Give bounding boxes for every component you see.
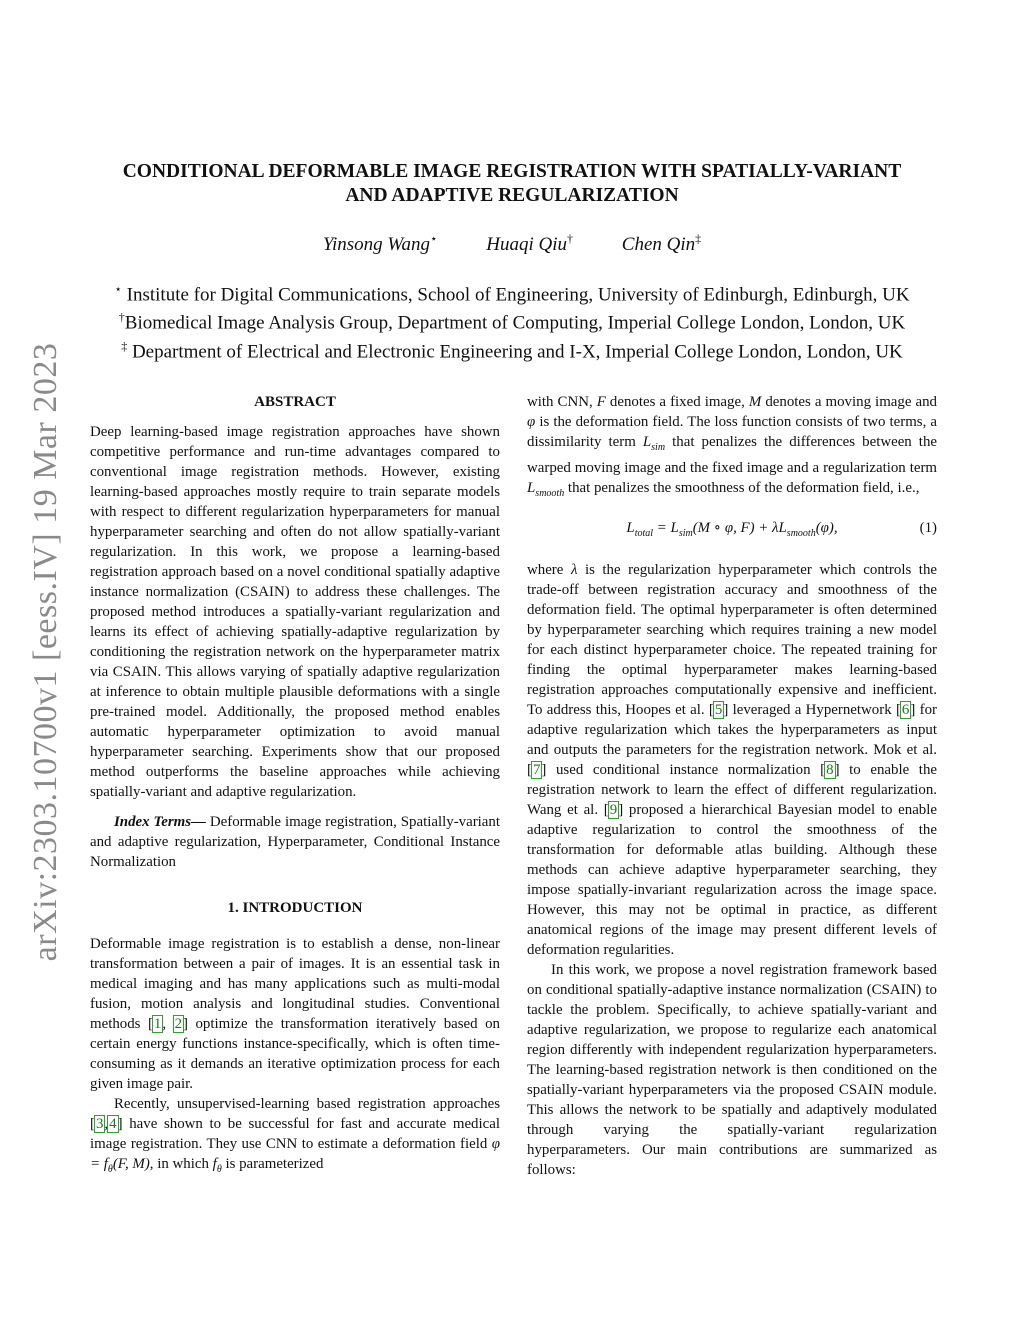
citation-link[interactable]: 9 bbox=[609, 801, 618, 818]
affiliation: ⋆ Institute for Digital Communications, School of Engineering, University of Edinburgh, Edinburgh, UK bbox=[114, 282, 910, 306]
author: Huaqi Qiu† bbox=[486, 232, 574, 256]
affiliation: †Biomedical Image Analysis Group, Department of Computing, Imperial College London, London, UK bbox=[118, 310, 906, 334]
citation-link[interactable]: 3 bbox=[95, 1116, 104, 1132]
citation-link[interactable]: 4 bbox=[109, 1116, 117, 1132]
method-paragraph-2: where λ is the regularization hyperparameter which controls the trade-off between registration accuracy and smoothness of the deformation field. The optimal hyperparameter is often determined by hyperparameter searching which requires training a new model for each distinct hyperparameter choice. The repeated training for finding the optimal hyperparameter makes learning-based registration approaches computationally expensive and inefficient. To address this, Hoopes et al. [5] leveraged a Hypernetwork [6] for adaptive regularization which takes the hyperparameters as input and outputs the parameters for the registration network. Mok et al. [7] used conditional instance normalization [8] to enable the registration network to learn the effect of different regularization. Wang et al. [9] proposed a hierarchical Bayesian model to enable adaptive regularization to control the smoothness of the transformation for deformable atlas building. Although these methods can achieve adaptive hyperparameter searching, they impose spatially-invariant regularization across the image space. However, this may not be optimal in practice, as different anatomical regions of the image may present different levels of deformation regularities. bbox=[527, 561, 938, 958]
citation-link[interactable]: 1 bbox=[153, 1016, 162, 1032]
author: Yinsong Wang⋆ bbox=[322, 232, 438, 256]
title-line-1: CONDITIONAL DEFORMABLE IMAGE REGISTRATION WITH SPATIALLY-VARIANT bbox=[122, 161, 902, 182]
method-paragraph-1: with CNN, F denotes a fixed image, M denotes a moving image and φ is the deformation field. The loss function consists of two terms, a dissimilarity term $L_{sim}$ that penalizes the differences between the warped moving image and the fixed image and a regularization term $L_{smooth}$ that penalizes the smoothness of the deformation field, i.e., bbox=[527, 394, 937, 499]
right-column bbox=[527, 392, 937, 1180]
index-terms: Index Terms— Deformable image registration, Spatially-variant and adaptive regularization, Hyperparameter, Conditional Instance Normalization bbox=[90, 814, 500, 870]
abstract-text: Deep learning-based image registration approaches have shown competitive performance and run-time advantages compared to conventional image registration methods. However, existing learning-based approaches mostly require to train separate models with respect to different regularization hyperparameters for manual hyperparameter searching and often do not allow spatially-variant regularization. In this work, we propose a learning-based registration approach based on a novel conditional spatially adaptive instance normalization (CSAIN) to address these challenges. The proposed method introduces a spatially-variant regularization and learns its effect of achieving spatially-adaptive regularization by conditioning the registration network on the hyperparameter matrix via CSAIN. This allows varying of spatially adaptive regularization at inference to obtain multiple plausible deformations with a single pre-trained model. Additionally, the proposed method enables automatic hyperparameter optimization to avoid manual hyperparameter searching. Experiments show that our proposed method outperforms the baseline approaches while achieving spatially-variant and adaptive regularization. bbox=[90, 424, 500, 800]
left-column bbox=[90, 392, 500, 1180]
citation-link[interactable]: 8 bbox=[826, 761, 834, 778]
method-paragraph-3: In this work, we propose a novel registration framework based on conditional spatially-adaptive instance normalization (CSAIN) to tackle the problem. Specifically, to achieve spatially-variant and adaptive regularization, we propose to regularize each anatomical region differently with independent regularization hyperparameters. The learning-based registration network is then conditioned on the spatially-variant hyperparameters via the proposed CSAIN module. This allows the network to be spatially and adaptively modulated through varying the spatially-variant regularization hyperparameters. Our main contributions are summarized as follows: bbox=[527, 961, 937, 1178]
citation-link[interactable]: 6 bbox=[901, 701, 910, 718]
intro-paragraph-2: Recently, unsupervised-learning based registration approaches [3,4] have shown to be successful for fast and accurate medical image registration. They use CNN to estimate a deformation field $\varphi = f_\theta(F$, M), in which $f_\theta$ is parameterized bbox=[90, 1096, 500, 1175]
title-line-2: AND ADAPTIVE REGULARIZATION bbox=[345, 185, 679, 206]
paper-title bbox=[0, 160, 1024, 208]
intro-heading: 1. INTRODUCTION bbox=[227, 900, 363, 916]
affiliation-list bbox=[0, 278, 1024, 363]
intro-paragraph-1: Deformable image registration is to establish a dense, non-linear transformation between a pair of images. It is an essential task in medical imaging and has many applications such as multi-modal fusion, motion analysis and longitudinal studies. Conventional methods [1, 2] optimize the transformation iteratively based on certain energy functions instance-specifically, which is often time-consuming as it demands an iterative optimization process for each given image pair. bbox=[90, 936, 500, 1092]
author-list bbox=[0, 232, 1024, 256]
citation-link[interactable]: 7 bbox=[532, 761, 541, 778]
citation-link[interactable]: 5 bbox=[714, 701, 723, 718]
abstract-heading: ABSTRACT bbox=[254, 394, 336, 410]
equation-number: (1) bbox=[919, 519, 937, 536]
author: Chen Qin‡ bbox=[621, 232, 702, 256]
equation-1: $L_{total} = L_{sim}(M$ ∘ φ, $F) + \lambda L_{smooth}(\varphi)$, (1) bbox=[626, 519, 937, 539]
citation-link[interactable]: 2 bbox=[174, 1016, 183, 1032]
affiliation: ‡ Department of Electrical and Electronic Engineering and I-X, Imperial College London, London, UK bbox=[121, 338, 903, 362]
arxiv-identifier: arXiv:2303.10700v1 [eess.IV] 19 Mar 2023 bbox=[27, 342, 64, 962]
